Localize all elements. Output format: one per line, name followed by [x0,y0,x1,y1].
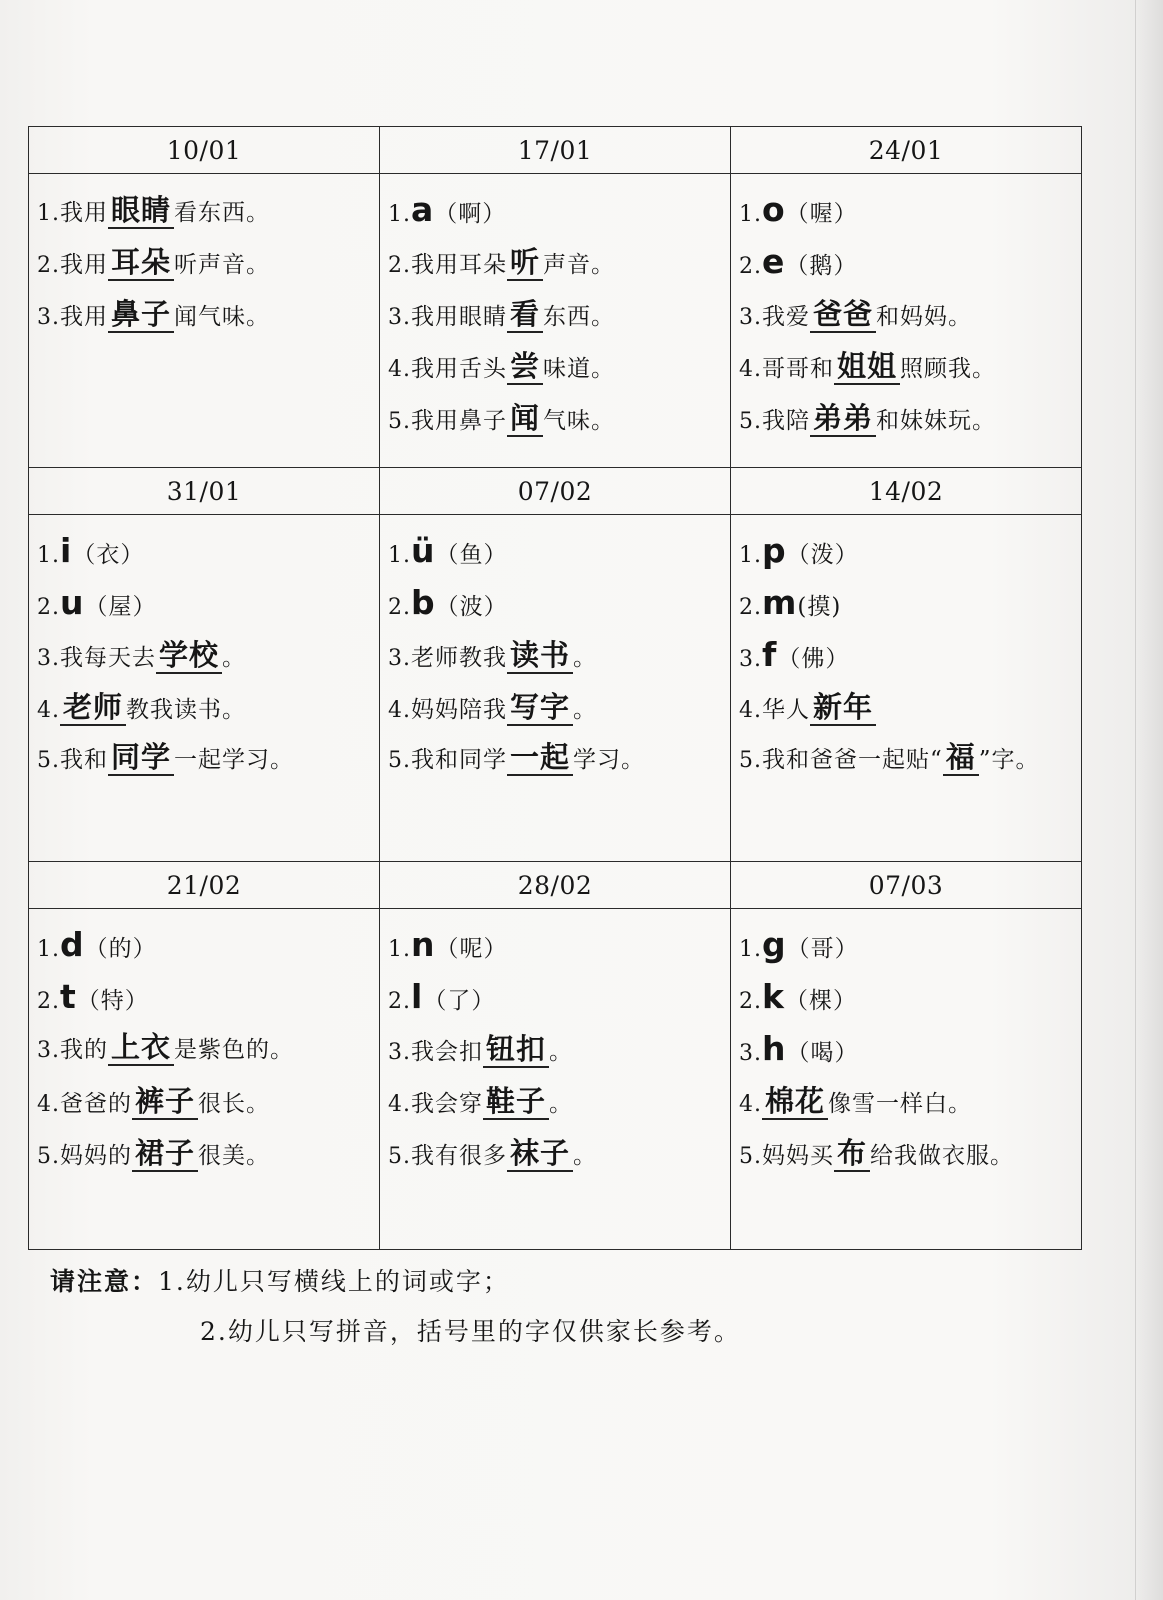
exercise-line [388,733,730,785]
note-text-2: 2.幼儿只写拼音，括号里的字仅供家长参考。 [200,1317,741,1346]
sentence-text-after: 很长。 [198,1091,271,1117]
underlined-target-word: 鞋子 [483,1084,549,1120]
underlined-target-word: 裙子 [132,1136,198,1172]
reference-character: （波） [435,594,508,620]
reference-character: （鹅） [785,253,858,279]
reference-character: （棵） [784,988,857,1014]
underlined-target-word: 同学 [108,740,174,776]
exercise-line [739,971,1081,1023]
sentence-text-after: 声音。 [543,252,616,278]
underlined-target-word: 尝 [507,349,543,385]
exercise-line [388,392,730,444]
week-content [380,174,731,468]
sentence-text-after: ”字。 [978,747,1040,773]
exercise-line [739,236,1081,288]
sentence-text-after: 看东西。 [174,200,271,226]
date-cell: 24/01 [731,127,1082,174]
sentence-text-before: 我和爸爸一起贴“ [762,747,943,773]
reference-character: （了） [423,988,496,1014]
item-number: 1. [739,202,762,227]
sentence-text-before: 我陪 [762,408,810,434]
item-number: 1. [739,937,762,962]
underlined-target-word: 耳朵 [108,245,174,281]
sentence-text-after: 闻气味。 [174,304,271,330]
week-content [380,515,731,862]
sentence-text-before: 我会穿 [411,1091,483,1117]
item-number: 2. [388,989,411,1014]
item-number: 5. [388,1144,411,1169]
exercise-line [388,288,730,340]
underlined-target-word: 裤子 [132,1084,198,1120]
sentence-text-after: 。 [549,1091,574,1117]
exercise-line [37,577,379,629]
underlined-target-word: 袜子 [507,1136,573,1172]
item-number: 1. [739,543,762,568]
item-number: 4. [388,1092,411,1117]
content-row [29,909,1082,1250]
exercise-line [388,525,730,577]
exercise-line [739,681,1081,733]
pinyin-letter: o [762,190,786,229]
content-row [29,515,1082,862]
item-number: 2. [37,253,60,278]
underlined-target-word: 上衣 [108,1030,174,1066]
exercise-line [739,340,1081,392]
sentence-text-after: 教我读书。 [126,697,247,723]
sentence-text-after: 和妈妈。 [876,304,973,330]
week-content [29,174,380,468]
underlined-target-word: 爸爸 [810,297,876,333]
exercise-line [388,681,730,733]
pinyin-letter: n [411,925,436,964]
exercise-line [739,1075,1081,1127]
exercise-line [37,236,379,288]
sentence-text-before: 妈妈陪我 [411,697,507,723]
reference-character: （的） [84,936,157,962]
sentence-text-after: 一起学习。 [174,747,295,773]
pinyin-letter: l [411,977,424,1016]
pinyin-letter: a [411,190,435,229]
date-cell: 10/01 [29,127,380,174]
sentence-text-after: 。 [549,1039,574,1065]
exercise-line [37,1127,379,1179]
note-lead: 请注意： [50,1267,159,1296]
exercise-line [37,919,379,971]
paper-edge-line [1135,0,1136,1600]
exercise-line [37,1075,379,1127]
sentence-text-before: 我爱 [762,304,810,330]
date-cell: 07/03 [731,862,1082,909]
item-number: 4. [388,698,411,723]
sentence-text-before: 我用眼睛 [411,304,507,330]
sentence-text-before: 老师教我 [411,645,507,671]
exercise-line [388,629,730,681]
exercise-line [37,629,379,681]
exercise-line [388,340,730,392]
item-number: 4. [739,698,762,723]
sentence-text-before: 我和同学 [411,747,507,773]
exercise-line [739,733,1081,785]
sentence-text-before: 我用 [60,304,108,330]
exercise-line [388,1075,730,1127]
exercise-line [739,629,1081,681]
pinyin-letter: u [60,583,85,622]
sentence-text-after: 很美。 [198,1143,271,1169]
sentence-text-before: 妈妈的 [60,1143,132,1169]
sentence-text-before: 我的 [60,1037,108,1063]
exercise-line [388,1023,730,1075]
item-number: 5. [739,409,762,434]
sentence-text-before: 我用 [60,252,108,278]
exercise-line [739,1127,1081,1179]
item-number: 2. [37,989,60,1014]
underlined-target-word: 新年 [810,690,876,726]
date-row [29,127,1082,174]
sentence-text-after: 。 [222,645,247,671]
pinyin-letter: m [762,583,798,622]
pinyin-letter: i [60,531,73,570]
sentence-text-after: 听声音。 [174,252,271,278]
reference-character: （泼） [786,542,859,568]
exercise-line [388,184,730,236]
item-number: 2. [739,595,762,620]
exercise-line [37,971,379,1023]
exercise-line [739,1023,1081,1075]
item-number: 1. [37,543,60,568]
sentence-text-before: 我用 [60,200,108,226]
pinyin-letter: e [762,242,786,281]
underlined-target-word: 一起 [507,740,573,776]
week-content [29,909,380,1250]
pinyin-letter: g [762,925,787,964]
item-number: 2. [739,989,762,1014]
sentence-text-before: 我每天去 [60,645,156,671]
pinyin-letter: d [60,925,85,964]
item-number: 5. [37,1144,60,1169]
underlined-target-word: 听 [507,245,543,281]
reference-character: （喔） [785,201,858,227]
pinyin-letter: b [411,583,436,622]
exercise-line [388,1127,730,1179]
sentence-text-after: 。 [573,1143,598,1169]
exercise-line [37,733,379,785]
item-number: 1. [37,937,60,962]
exercise-line [37,1023,379,1075]
exercise-line [388,919,730,971]
item-number: 5. [739,748,762,773]
item-number: 3. [388,646,411,671]
sentence-text-before: 我用鼻子 [411,408,507,434]
underlined-target-word: 钮扣 [483,1032,549,1068]
reference-character: （喝） [786,1040,859,1066]
item-number: 4. [37,1092,60,1117]
week-content [731,515,1082,862]
exercise-line [37,288,379,340]
item-number: 2. [37,595,60,620]
sentence-text-after: 味道。 [543,356,616,382]
item-number: 1. [37,201,60,226]
item-number: 2. [739,254,762,279]
pinyin-letter: ü [411,531,436,570]
reference-character: （衣） [72,542,145,568]
item-number: 3. [388,1040,411,1065]
reference-character: （鱼） [435,542,508,568]
item-number: 1. [388,937,411,962]
content-row [29,174,1082,468]
item-number: 4. [37,698,60,723]
date-cell: 28/02 [380,862,731,909]
sentence-text-before: 爸爸的 [60,1091,132,1117]
reference-character: （佛） [777,646,850,672]
sentence-text-before: 哥哥和 [762,356,834,382]
exercise-line [388,236,730,288]
sentence-text-after: 。 [573,697,598,723]
underlined-target-word: 弟弟 [810,401,876,437]
pinyin-letter: k [762,977,785,1016]
note-line-2 [200,1312,741,1348]
underlined-target-word: 鼻子 [108,297,174,333]
item-number: 3. [739,1041,762,1066]
pinyin-letter: t [60,977,77,1016]
exercise-line [739,392,1081,444]
weekly-schedule-table [28,126,1082,1250]
exercise-line [37,525,379,577]
underlined-target-word: 福 [943,740,979,776]
reference-character: （哥） [786,936,859,962]
item-number: 3. [37,646,60,671]
exercise-line [388,577,730,629]
reference-character: （特） [76,988,149,1014]
pinyin-letter: p [762,531,787,570]
underlined-target-word: 眼睛 [108,193,174,229]
exercise-line [739,919,1081,971]
pinyin-letter: h [762,1029,787,1068]
sentence-text-before: 我和 [60,747,108,773]
exercise-line [37,184,379,236]
item-number: 1. [388,543,411,568]
item-number: 2. [388,253,411,278]
note-text-1: 1.幼儿只写横线上的词或字； [158,1267,510,1296]
date-cell: 17/01 [380,127,731,174]
sentence-text-before: 我用舌头 [411,356,507,382]
sentence-text-after: 东西。 [543,304,616,330]
exercise-line [739,577,1081,629]
item-number: 4. [739,357,762,382]
item-number: 4. [388,357,411,382]
underlined-target-word: 老师 [60,690,126,726]
pinyin-letter: f [762,635,778,674]
underlined-target-word: 看 [507,297,543,333]
exercise-line [739,288,1081,340]
exercise-line [739,184,1081,236]
sentence-text-after: 给我做衣服。 [870,1143,1015,1169]
underlined-target-word: 学校 [156,638,222,674]
sentence-text-before: 我用耳朵 [411,252,507,278]
scan-edge-shadow [1135,0,1163,1600]
underlined-target-word: 读书 [507,638,573,674]
sentence-text-after: 是紫色的。 [174,1037,295,1063]
sentence-text-after: 。 [573,645,598,671]
reference-character: （啊） [434,201,507,227]
exercise-line [388,971,730,1023]
week-content [731,909,1082,1250]
sentence-text-before: 我有很多 [411,1143,507,1169]
exercise-line [37,681,379,733]
date-cell: 07/02 [380,468,731,515]
item-number: 5. [388,409,411,434]
item-number: 3. [739,305,762,330]
date-cell: 14/02 [731,468,1082,515]
week-content [380,909,731,1250]
sentence-text-after: 和妹妹玩。 [876,408,997,434]
item-number: 3. [37,305,60,330]
sentence-text-before: 华人 [762,697,810,723]
item-number: 5. [37,748,60,773]
sentence-text-before: 我会扣 [411,1039,483,1065]
sentence-text-after: 气味。 [543,408,616,434]
item-number: 2. [388,595,411,620]
date-row [29,468,1082,515]
item-number: 5. [388,748,411,773]
date-cell: 31/01 [29,468,380,515]
sentence-text-after: 学习。 [573,747,646,773]
item-number: 3. [388,305,411,330]
item-number: 3. [37,1038,60,1063]
reference-character: （呢） [435,936,508,962]
week-content [731,174,1082,468]
sentence-text-after: 照顾我。 [900,356,997,382]
item-number: 3. [739,647,762,672]
week-content [29,515,380,862]
reference-character: （屋） [84,594,157,620]
item-number: 1. [388,202,411,227]
date-row [29,862,1082,909]
note-line-1 [50,1262,510,1298]
underlined-target-word: 棉花 [762,1084,828,1120]
underlined-target-word: 闻 [507,401,543,437]
sentence-text-after: 像雪一样白。 [828,1091,973,1117]
reference-character: (摸) [797,594,842,620]
underlined-target-word: 姐姐 [834,349,900,385]
item-number: 5. [739,1144,762,1169]
date-cell: 21/02 [29,862,380,909]
item-number: 4. [739,1092,762,1117]
exercise-line [739,525,1081,577]
underlined-target-word: 写字 [507,690,573,726]
underlined-target-word: 布 [834,1136,870,1172]
sentence-text-before: 妈妈买 [762,1143,834,1169]
